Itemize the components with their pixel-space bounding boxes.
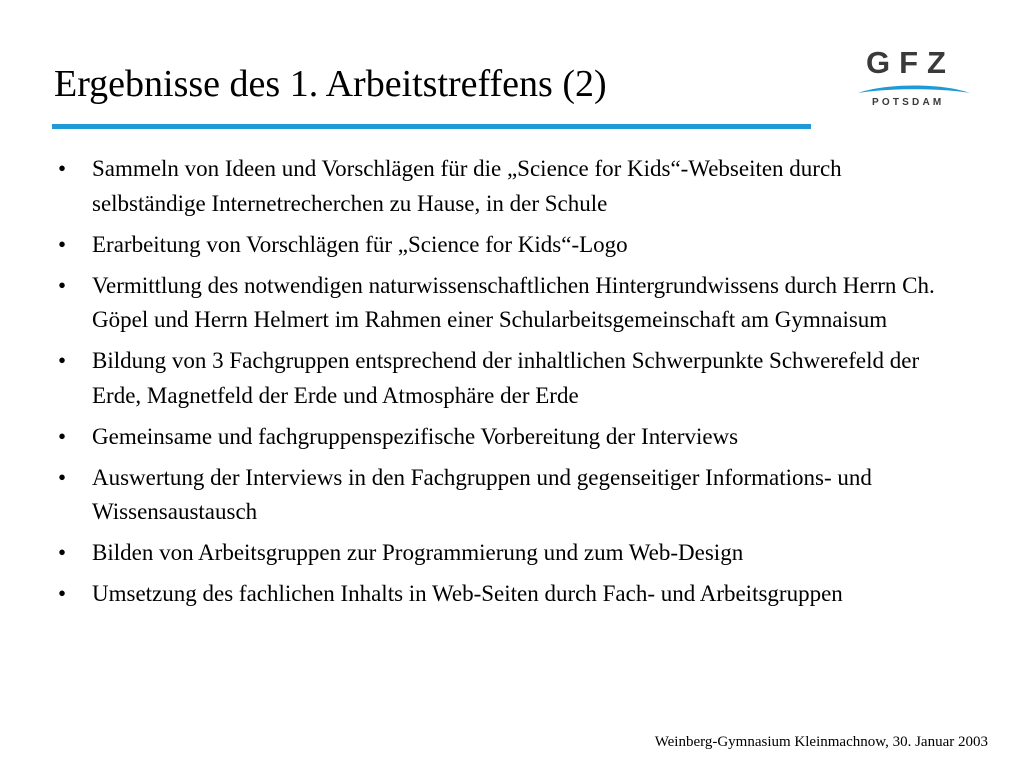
logo-letters: GFZ <box>866 45 955 80</box>
title-underline <box>52 124 811 129</box>
bullet-text: Umsetzung des fachlichen Inhalts in Web-Seiten durch Fach- und Arbeitsgruppen <box>92 581 843 606</box>
bullet-dot-icon: • <box>58 156 67 181</box>
bullet-item <box>58 269 958 338</box>
bullet-item <box>58 461 958 530</box>
bullet-dot-icon: • <box>58 272 67 298</box>
logo-swoosh-path <box>858 86 970 94</box>
bullet-dot-icon: • <box>58 464 67 490</box>
bullet-item <box>58 344 958 413</box>
bullet-dot-icon: • <box>58 348 67 373</box>
bullet-text: Bilden von Arbeitsgruppen zur Programmierung und zum Web-Design <box>92 540 744 565</box>
bullet-text: Vermittlung des notwendigen naturwissenschaftlichen Hintergrundwissens durch Herrn Ch. Göpel und Herrn Helmert im Rahmen einer Schularbeitsgemeinschaft am Gymnaisum <box>92 272 935 332</box>
bullet-text: Sammeln von Ideen und Vorschlägen für die „Science for Kids“-Webseiten durch selbständige Internetrecherchen zu Hause, in der Schule <box>92 156 842 216</box>
bullet-dot-icon: • <box>58 581 67 606</box>
bullet-text: Erarbeitung von Vorschlägen für „Science for Kids“-Logo <box>92 231 628 257</box>
bullet-text: Bildung von 3 Fachgruppen entsprechend der inhaltlichen Schwerpunkte Schwerefeld der Erde, Magnetfeld der Erde und Atmosphäre der Erde <box>92 348 920 408</box>
bullet-dot-icon: • <box>58 231 67 257</box>
bullet-item <box>58 577 958 612</box>
slide-footer: Weinberg-Gymnasium Kleinmachnow, 30. Januar 2003 <box>654 734 988 750</box>
bullet-item <box>58 152 958 221</box>
bullet-text: Auswertung der Interviews in den Fachgruppen und gegenseitiger Informations- und Wissensaustausch <box>92 464 872 524</box>
logo-place: POTSDAM <box>872 97 945 108</box>
bullet-item <box>58 536 958 571</box>
bullet-list <box>58 152 958 618</box>
bullet-dot-icon: • <box>58 540 67 565</box>
slide-title: Ergebnisse des 1. Arbeitstreffens (2) <box>54 63 607 105</box>
bullet-dot-icon: • <box>58 423 67 449</box>
gfz-logo-icon <box>856 45 972 117</box>
bullet-text: Gemeinsame und fachgruppenspezifische Vorbereitung der Interviews <box>92 423 739 449</box>
bullet-item <box>58 228 958 263</box>
bullet-item <box>58 420 958 455</box>
